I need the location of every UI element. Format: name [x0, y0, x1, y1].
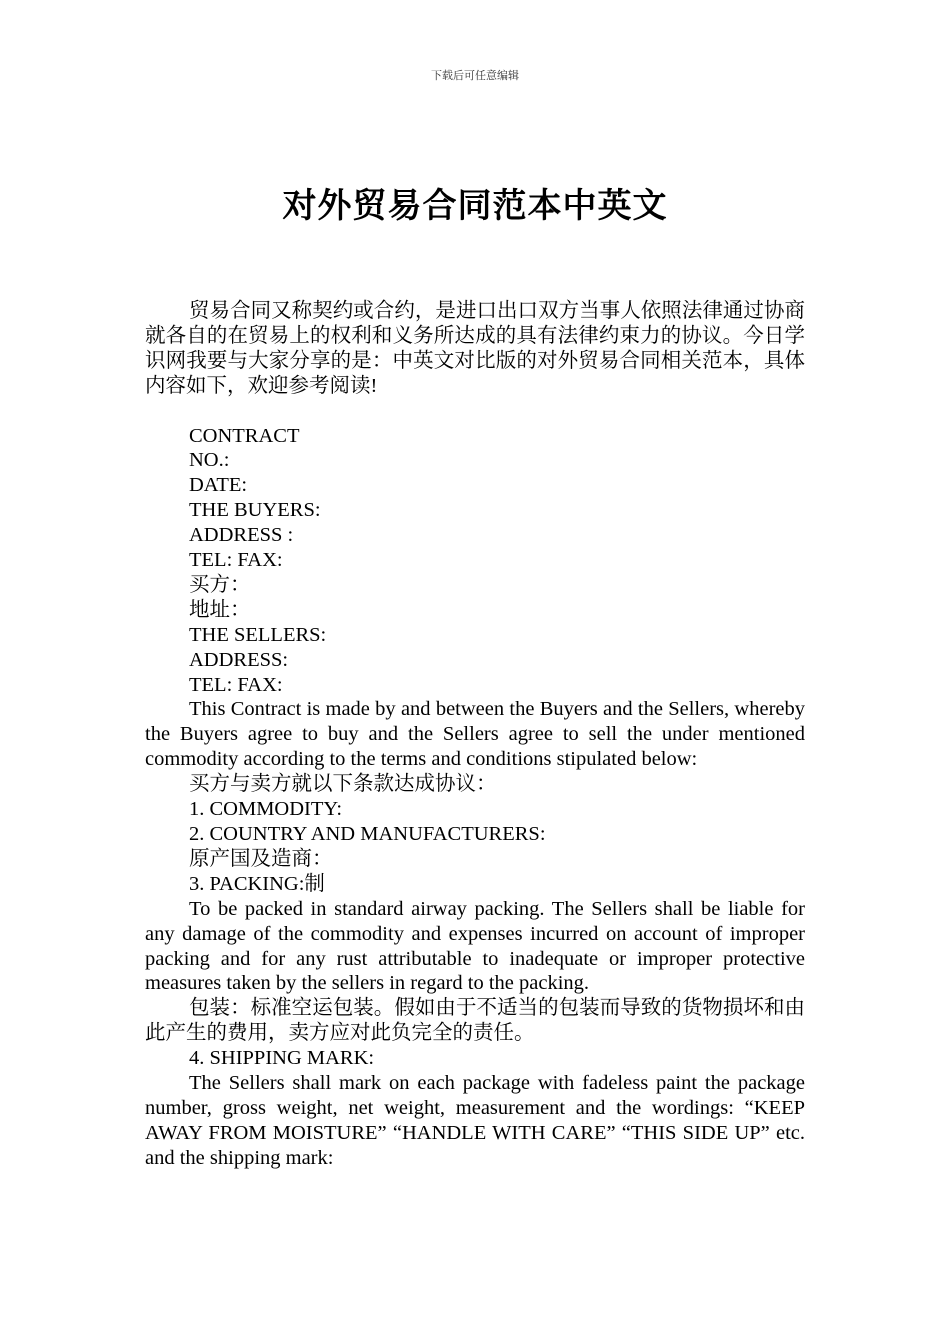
clause-commodity: 1. COMMODITY:	[189, 798, 343, 821]
contract-fields	[145, 424, 805, 698]
document-body	[145, 299, 805, 1171]
field-number: NO.:	[189, 449, 230, 472]
field-buyers: THE BUYERS:	[189, 499, 321, 522]
shipping-paragraph-en: The Sellers shall mark on each package with fadeless paint the package number, gross weight, net weight, measurement and the wordings: “KEEP AWAY FROM MOISTURE” “HANDLE WITH CARE” “THIS SIDE UP” etc. and the shipping mark:	[145, 1072, 805, 1169]
field-contract: CONTRACT	[189, 424, 300, 447]
field-sellers: THE SELLERS:	[189, 623, 327, 646]
intro-paragraph: 贸易合同又称契约或合约，是进口出口双方当事人依照法律通过协商就各自的在贸易上的权利和义务所达成的具有法律约束力的协议。今日学识网我要与大家分享的是：中英文对比版的对外贸易合同相关范本，具体内容如下，欢迎参考阅读!	[145, 300, 805, 397]
field-buyers-tel-fax: TEL: FAX:	[189, 549, 283, 572]
clause-country-manufacturers-cn: 原产国及造商：	[189, 847, 333, 870]
clause-country-manufacturers: 2. COUNTRY AND MANUFACTURERS:	[189, 823, 546, 846]
field-sellers-address: ADDRESS:	[189, 648, 289, 671]
document-title: 对外贸易合同范本中英文	[282, 188, 668, 225]
paragraph-gap	[145, 399, 805, 424]
field-buyer-cn: 买方：	[189, 573, 251, 596]
field-date: DATE:	[189, 474, 248, 497]
packing-paragraph-en: To be packed in standard airway packing. The Sellers shall be liable for any damage of the commodity and expenses incurred on account of improper packing and for any rust attributable to inadequate or improper protective measures taken by the sellers in regard to the packing.	[145, 897, 805, 995]
agreement-paragraph-en: This Contract is made by and between the Buyers and the Sellers, whereby the Buyers agree to buy and the Sellers agree to sell the under mentioned commodity according to the terms and conditions stipulated below:	[145, 698, 805, 771]
field-buyers-address: ADDRESS :	[189, 524, 294, 547]
agreement-paragraph-cn: 买方与卖方就以下条款达成协议：	[189, 773, 497, 796]
packing-paragraph-cn: 包装：标准空运包装。假如由于不适当的包装而导致的货物损坏和由此产生的费用，卖方应对此负完全的责任。	[145, 997, 805, 1045]
clause-shipping-mark: 4. SHIPPING MARK:	[189, 1047, 375, 1070]
field-address-cn: 地址：	[189, 598, 251, 621]
clause-packing: 3. PACKING:制	[189, 872, 325, 895]
header-note: 下载后可任意编辑	[431, 70, 519, 82]
field-sellers-tel-fax: TEL: FAX:	[189, 673, 283, 696]
